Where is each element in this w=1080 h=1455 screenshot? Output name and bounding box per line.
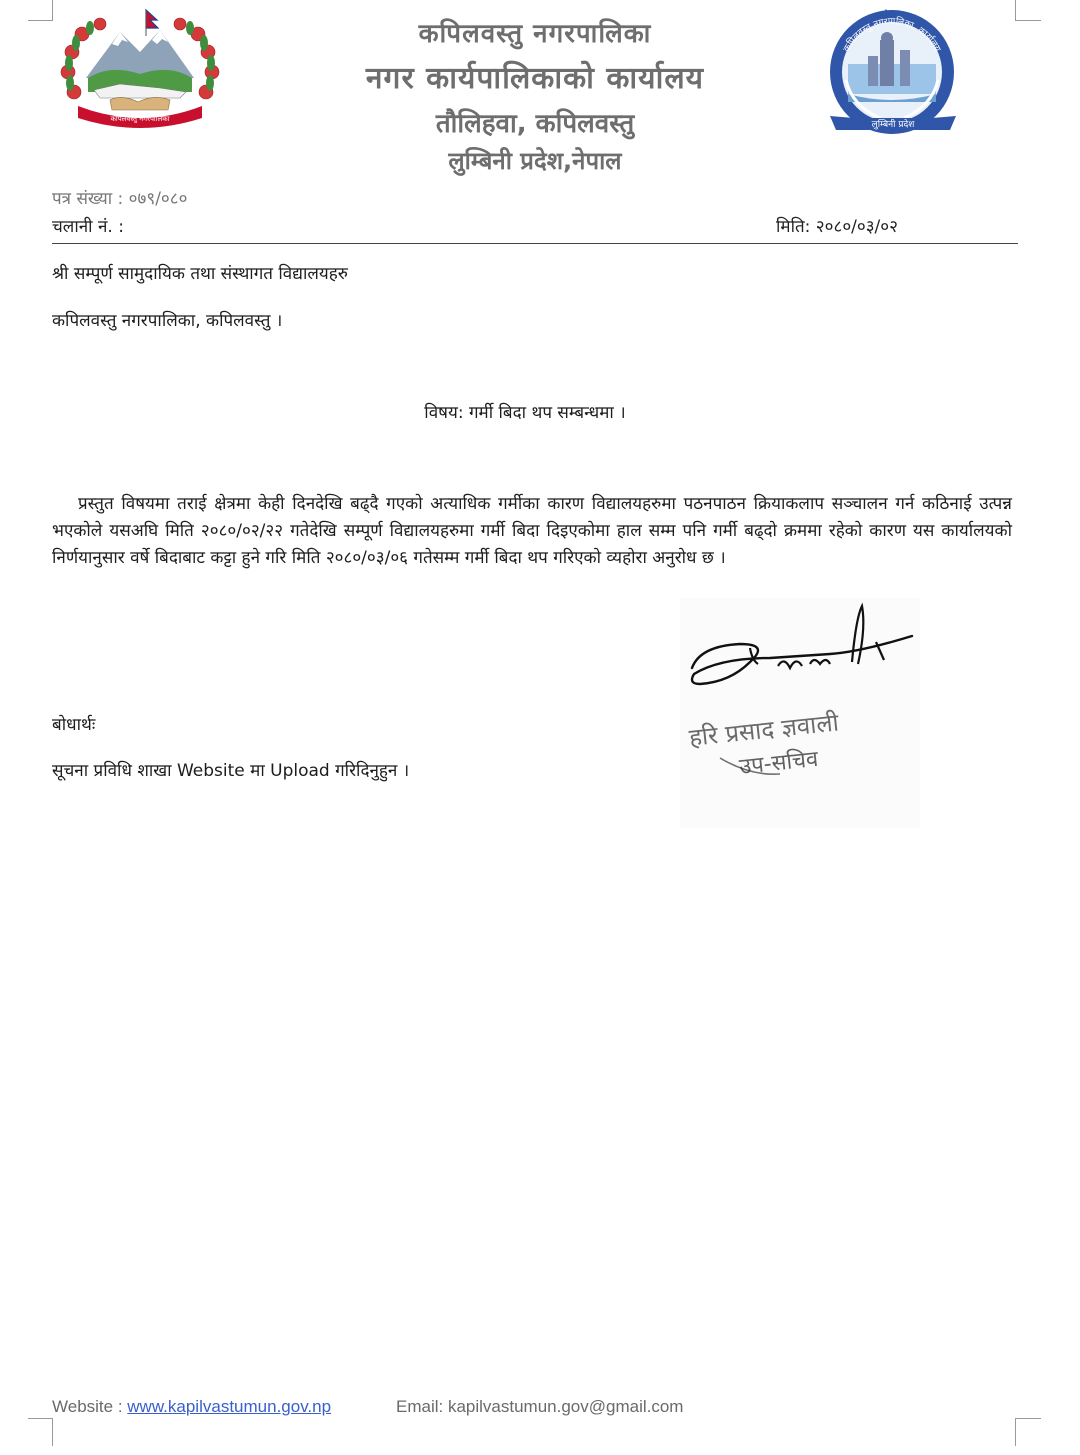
signature-stamp [680, 598, 920, 832]
signatory-name: हरि प्रसाद ज्ञवाली [687, 708, 841, 752]
bodhartha-label: बोधार्थः [52, 715, 96, 735]
logo-banner-text: लुम्बिनी प्रदेश [871, 120, 915, 130]
header-divider [52, 243, 1018, 244]
letter-subject: विषय: गर्मी बिदा थप सम्बन्धमा । [424, 403, 626, 423]
header-province: लुम्बिनी प्रदेश,नेपाल [448, 147, 622, 175]
letter-body [52, 491, 1012, 572]
crop-mark-bottom-right [1015, 1418, 1016, 1446]
logo-ring-text: कपिलवस्तु नगरपालिका, कार्यालय [841, 16, 943, 54]
cc-instruction: सूचना प्रविधि शाखा Website मा Upload गरिदिनुहुन । [52, 761, 410, 781]
letter-number: पत्र संख्या : ०७९/०८० [52, 189, 188, 209]
recipient-line-2: कपिलवस्तु नगरपालिका, कपिलवस्तु । [52, 311, 283, 331]
website-link[interactable]: www.kapilvastumun.gov.np [127, 1397, 332, 1416]
footer-website-label: Website : [52, 1397, 128, 1416]
header-municipality-name: कपिलवस्तु नगरपालिका [418, 19, 652, 49]
crop-mark-bottom-right [1015, 1418, 1041, 1419]
crop-mark-bottom-left [52, 1418, 53, 1446]
letter-date: मिति: २०८०/०३/०२ [776, 217, 898, 237]
letter-body-text: प्रस्तुत विषयमा तराई क्षेत्रमा केही दिनदेखि बढ्दै गएको अत्याधिक गर्मीका कारण विद्यालयहरुमा पठनपाठन क्रियाकलाप सञ्चालन गर्न कठिनाई उत्पन्न भएकोले यसअघि मिति २०८०/०२/२२ गतेदेखि सम्पूर्ण विद्यालयहरुमा गर्मी बिदा दिइएकोमा हाल सम्म पनि गर्मी बढ्दो क्रममा रहेको कारण यस कार्यालयको निर्णयानुसार वर्षे बिदाबाट कट्टा हुने गरि मिति २०८०/०३/०६ गतेसम्म गर्मी बिदा थप गरिएको व्यहोरा अनुरोध छ । [52, 494, 1012, 568]
header-office-name: नगर कार्यपालिकाको कार्यालय [365, 61, 705, 96]
crop-mark-bottom-left [28, 1418, 53, 1419]
signatory-designation: उप-सचिव [738, 746, 820, 780]
recipient-line-1: श्री सम्पूर्ण सामुदायिक तथा संस्थागत विद्यालयहरु [52, 264, 348, 284]
footer-email: Email: kapilvastumun.gov@gmail.com [396, 1397, 684, 1416]
header-address: तौलिहवा, कपिलवस्तु [435, 109, 635, 139]
dispatch-number: चलानी नं. : [52, 217, 124, 237]
footer-website [52, 1397, 331, 1417]
emblem-ribbon-text: कपिलवस्तु नगरपालिका [110, 115, 170, 123]
